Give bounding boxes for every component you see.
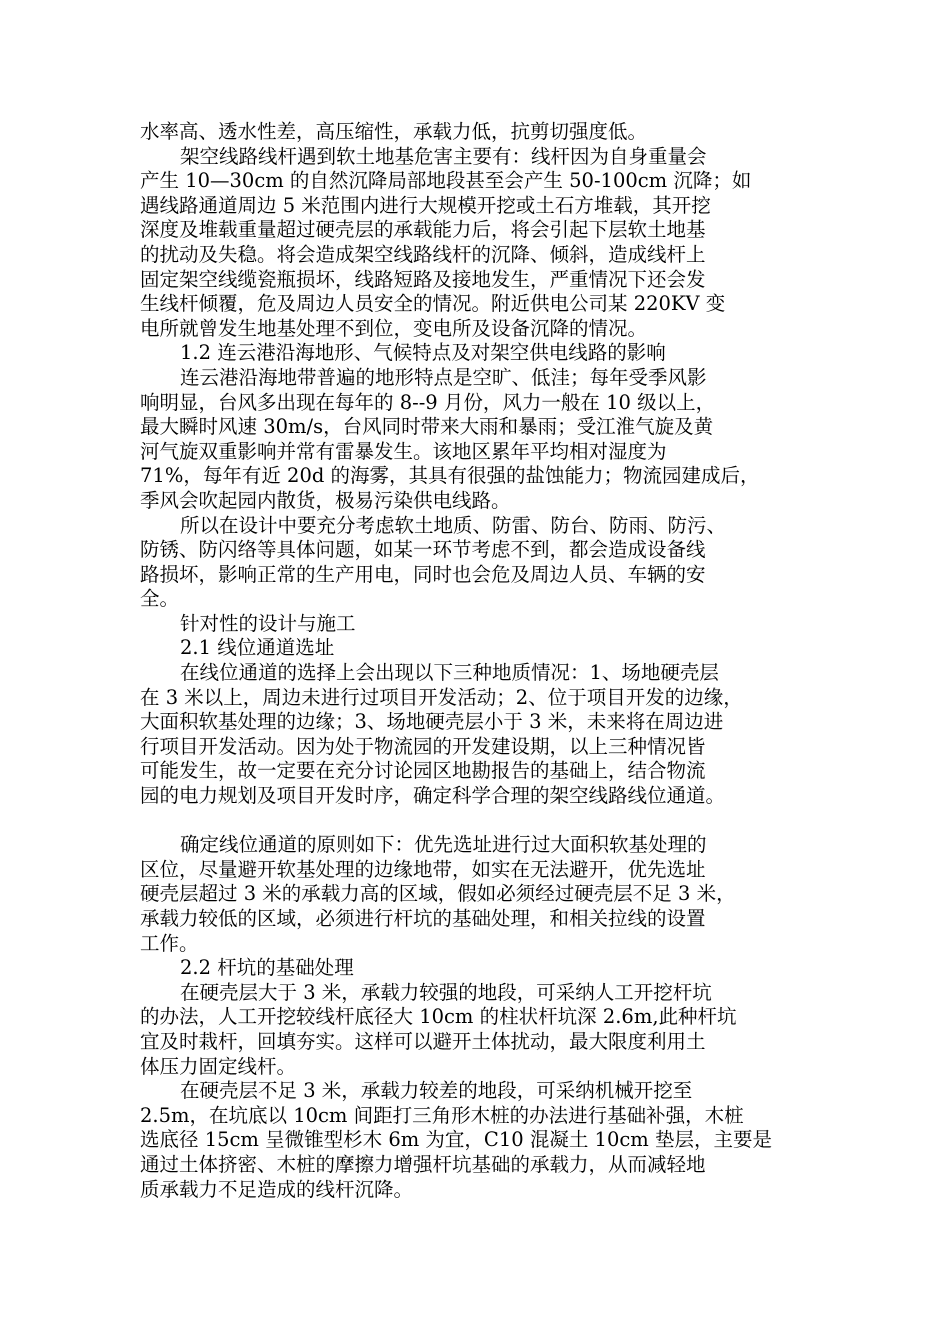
document-body (140, 120, 810, 1202)
text-line: 园的电力规划及项目开发时序，确定科学合理的架空线路线位通道。 (140, 784, 726, 808)
text-line: 架空线路线杆遇到软土地基危害主要有：线杆因为自身重量会 (180, 144, 707, 168)
text-line: 承载力较低的区域，必须进行杆坑的基础处理，和相关拉线的设置 (140, 907, 706, 930)
text-line: 所以在设计中要充分考虑软土地质、防雷、防台、防雨、防污、 (180, 513, 727, 537)
text-line: 工作。 (140, 931, 199, 955)
text-line: 2.5m，在坑底以 10cm 间距打三角形木桩的办法进行基础补强，木桩 (140, 1103, 744, 1127)
text-line: 固定架空线缆瓷瓶损坏，线路短路及接地发生，严重情况下还会发 (140, 267, 706, 291)
text-line: 季风会吹起园内散货，极易污染供电线路。 (140, 488, 511, 512)
text-line: 的办法，人工开挖较线杆底径大 10cm 的柱状杆坑深 2.6m,此种杆坑 (140, 1005, 737, 1029)
text-line: 在线位通道的选择上会出现以下三种地质情况：1、场地硬壳层 (180, 661, 719, 685)
text-line: 在硬壳层大于 3 米，承载力较强的地段，可采纳人工开挖杆坑 (180, 980, 712, 1004)
text-line: 2.1 线位通道选址 (180, 636, 335, 660)
text-line (140, 809, 810, 834)
text-line: 71%，每年有近 20d 的海雾，其具有很强的盐蚀能力；物流园建成后， (140, 464, 760, 488)
text-line: 1.2 连云港沿海地形、气候特点及对架空供电线路的影响 (180, 341, 666, 365)
text-line: 可能发生，故一定要在充分讨论园区地勘报告的基础上，结合物流 (140, 759, 706, 783)
text-line: 硬壳层超过 3 米的承载力高的区域，假如必须经过硬壳层不足 3 米， (140, 882, 736, 906)
text-line: 的扰动及失稳。将会造成架空线路线杆的沉降、倾斜，造成线杆上 (140, 242, 706, 266)
text-line: 确定线位通道的原则如下：优先选址进行过大面积软基处理的 (180, 833, 707, 857)
text-line: 大面积软基处理的边缘；3、场地硬壳层小于 3 米，未来将在周边进 (140, 710, 724, 734)
text-line: 在硬壳层不足 3 米，承载力较差的地段，可采纳机械开挖至 (180, 1079, 693, 1103)
text-line: 行项目开发活动。因为处于物流园的开发建设期，以上三种情况皆 (140, 734, 706, 758)
text-line: 质承载力不足造成的线杆沉降。 (140, 1177, 414, 1201)
text-line: 水率高、透水性差，高压缩性，承载力低，抗剪切强度低。 (140, 120, 648, 143)
text-line: 通过土体挤密、木桩的摩擦力增强杆坑基础的承载力，从而减轻地 (140, 1152, 706, 1176)
text-line: 深度及堆载重量超过硬壳层的承载能力后，将会引起下层软土地基 (140, 218, 706, 242)
text-line: 选底径 15cm 呈微锥型杉木 6m 为宜，C10 混凝土 10cm 垫层，主要是 (140, 1128, 772, 1152)
text-line: 体压力固定线杆。 (140, 1054, 297, 1078)
text-line: 2.2 杆坑的基础处理 (180, 956, 354, 980)
text-line: 路损坏，影响正常的生产用电，同时也会危及周边人员、车辆的安 (140, 562, 706, 586)
text-line: 遇线路通道周边 5 米范围内进行大规模开挖或土石方堆载，其开挖 (140, 193, 711, 217)
text-line: 电所就曾发生地基处理不到位，变电所及设备沉降的情况。 (140, 316, 648, 340)
text-line: 生线杆倾覆，危及周边人员安全的情况。附近供电公司某 220KV 变 (140, 292, 726, 316)
text-line: 宜及时栽杆，回填夯实。这样可以避开土体扰动，最大限度利用土 (140, 1029, 706, 1053)
text-line: 产生 10—30cm 的自然沉降局部地段甚至会产生 50-100cm 沉降；如 (140, 169, 752, 193)
text-line: 河气旋双重影响并常有雷暴发生。该地区累年平均相对湿度为 (140, 439, 667, 463)
text-line: 最大瞬时风速 30m/s，台风同时带来大雨和暴雨；受江淮气旋及黄 (140, 415, 714, 439)
text-line: 响明显，台风多出现在每年的 8--9 月份，风力一般在 10 级以上， (140, 390, 716, 414)
text-line: 防锈、防闪络等具体问题，如某一环节考虑不到，都会造成设备线 (140, 538, 706, 562)
text-line: 区位，尽量避开软基处理的边缘地带，如实在无法避开，优先选址 (140, 857, 706, 881)
text-line: 在 3 米以上，周边未进行过项目开发活动；2、位于项目开发的边缘， (140, 685, 743, 709)
text-line: 针对性的设计与施工 (180, 611, 356, 635)
text-line: 全。 (140, 587, 180, 611)
text-line: 连云港沿海地带普遍的地形特点是空旷、低洼；每年受季风影 (180, 365, 707, 389)
